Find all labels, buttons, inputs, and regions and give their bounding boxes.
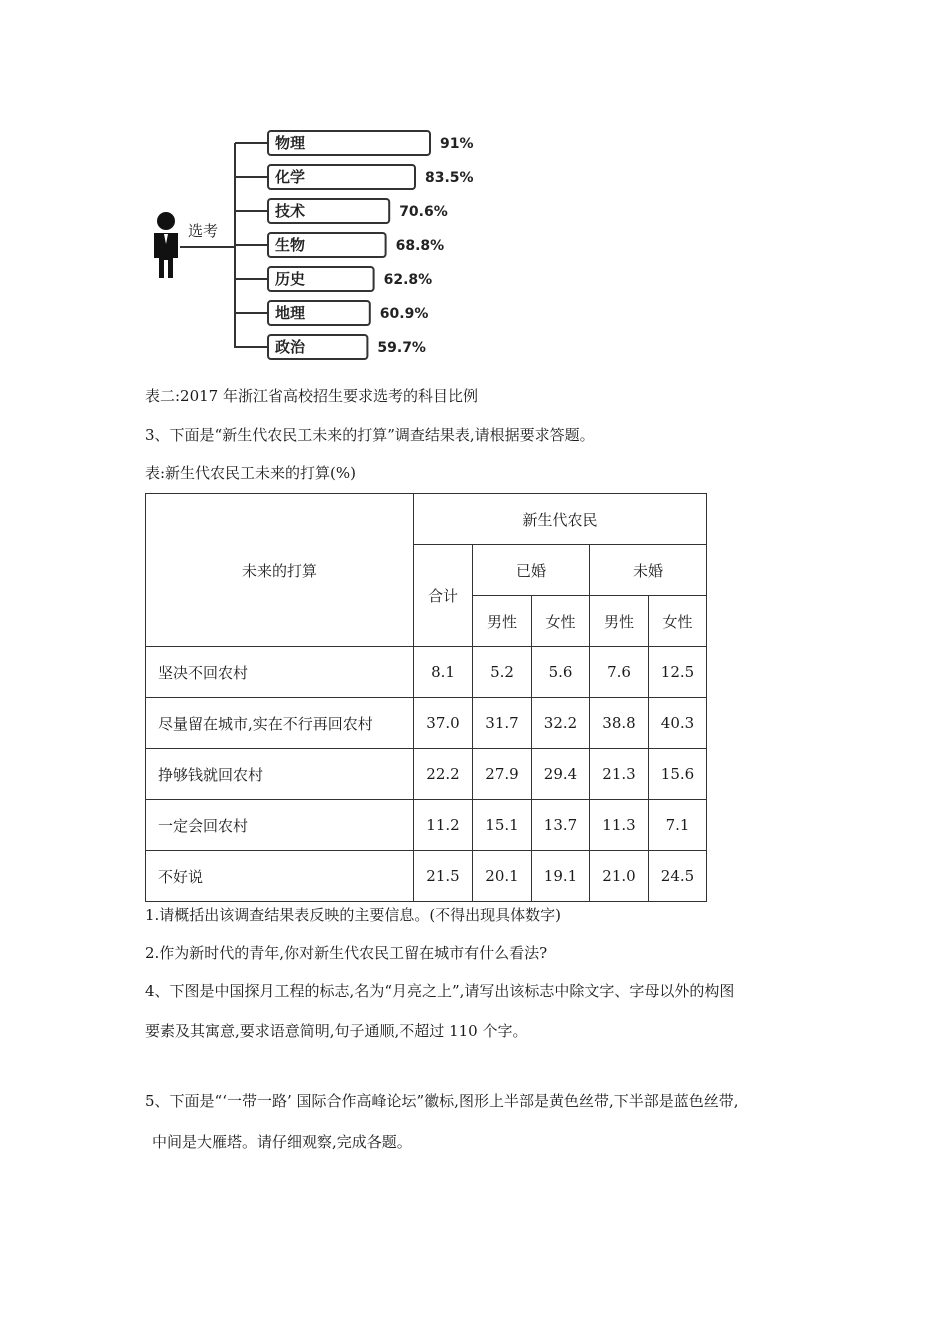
table-title: 表:新生代农民工未来的打算(%)	[145, 464, 357, 482]
row-label: 坚决不回农村	[146, 647, 414, 698]
subject-ratio-diagram	[140, 118, 500, 368]
cell-married-female: 19.1	[532, 851, 590, 902]
cell-total: 11.2	[414, 800, 473, 851]
cell-married-male: 5.2	[473, 647, 532, 698]
cell-unmarried-female: 15.6	[649, 749, 707, 800]
cell-total: 8.1	[414, 647, 473, 698]
question-3: 3、下面是“新生代农民工未来的打算”调查结果表,请根据要求答题。	[145, 426, 595, 444]
cell-total: 37.0	[414, 698, 473, 749]
question-5-line-2: 中间是大雁塔。请仔细观察,完成各题。	[152, 1133, 412, 1151]
cell-married-male: 27.9	[473, 749, 532, 800]
header-male: 男性	[473, 596, 532, 647]
table-row	[146, 647, 707, 698]
subject-ratio-figure	[140, 118, 500, 368]
root-label: 选考	[188, 222, 219, 240]
question-3-2: 2.作为新时代的青年,你对新生代农民工留在城市有什么看法?	[145, 944, 548, 962]
question-4-line-1: 4、下图是中国探月工程的标志,名为“月亮之上”,请写出该标志中除文字、字母以外的构图	[145, 982, 735, 1000]
cell-unmarried-male: 21.3	[590, 749, 649, 800]
cell-married-female: 32.2	[532, 698, 590, 749]
cell-unmarried-female: 7.1	[649, 800, 707, 851]
cell-unmarried-female: 12.5	[649, 647, 707, 698]
question-5-line-1: 5、下面是“‘一带一路’ 国际合作高峰论坛”徽标,图形上半部是黄色丝带,下半部是蓝色丝带,	[145, 1092, 739, 1110]
cell-married-female: 29.4	[532, 749, 590, 800]
cell-unmarried-female: 24.5	[649, 851, 707, 902]
person-icon	[154, 212, 178, 278]
table-row	[146, 698, 707, 749]
survey-table	[145, 493, 707, 902]
cell-total: 22.2	[414, 749, 473, 800]
header-female: 女性	[649, 596, 707, 647]
header-married: 已婚	[473, 545, 590, 596]
row-label: 一定会回农村	[146, 800, 414, 851]
bar-value-label: 68.8%	[395, 238, 445, 254]
table-row	[146, 800, 707, 851]
cell-married-female: 13.7	[532, 800, 590, 851]
cell-married-female: 5.6	[532, 647, 590, 698]
row-label: 尽量留在城市,实在不行再回农村	[146, 698, 414, 749]
bar-label: 化学	[275, 168, 306, 186]
cell-unmarried-female: 40.3	[649, 698, 707, 749]
cell-unmarried-male: 11.3	[590, 800, 649, 851]
bar-label: 物理	[275, 134, 306, 152]
row-label: 挣够钱就回农村	[146, 749, 414, 800]
cell-unmarried-male: 21.0	[590, 851, 649, 902]
bar-value-label: 70.6%	[399, 204, 448, 220]
figure-caption: 表二:2017 年浙江省高校招生要求选考的科目比例	[145, 387, 478, 405]
question-3-1: 1.请概括出该调查结果表反映的主要信息。(不得出现具体数字)	[145, 906, 562, 924]
bar-value-label: 59.7%	[377, 340, 426, 356]
header-male: 男性	[590, 596, 649, 647]
question-4-line-2: 要素及其寓意,要求语意简明,句子通顺,不超过 110 个字。	[145, 1022, 528, 1040]
bar-label: 历史	[275, 270, 306, 288]
header-total: 合计	[414, 545, 473, 647]
bar-label: 技术	[275, 202, 306, 220]
header-group: 新生代农民	[414, 494, 707, 545]
bar-label: 地理	[275, 304, 306, 322]
row-label: 不好说	[146, 851, 414, 902]
header-unmarried: 未婚	[590, 545, 707, 596]
bar-label: 政治	[275, 338, 306, 356]
cell-unmarried-male: 7.6	[590, 647, 649, 698]
bar-group	[235, 131, 474, 359]
table-row	[146, 851, 707, 902]
bar-value-label: 62.8%	[383, 272, 433, 288]
cell-married-male: 15.1	[473, 800, 532, 851]
bar-value-label: 83.5%	[425, 170, 474, 186]
cell-total: 21.5	[414, 851, 473, 902]
cell-married-male: 20.1	[473, 851, 532, 902]
table-row	[146, 749, 707, 800]
header-female: 女性	[532, 596, 590, 647]
bar-label: 生物	[275, 236, 306, 254]
header-plan: 未来的打算	[146, 494, 414, 647]
cell-unmarried-male: 38.8	[590, 698, 649, 749]
cell-married-male: 31.7	[473, 698, 532, 749]
bar-value-label: 91%	[440, 136, 474, 152]
bar-value-label: 60.9%	[379, 306, 429, 322]
